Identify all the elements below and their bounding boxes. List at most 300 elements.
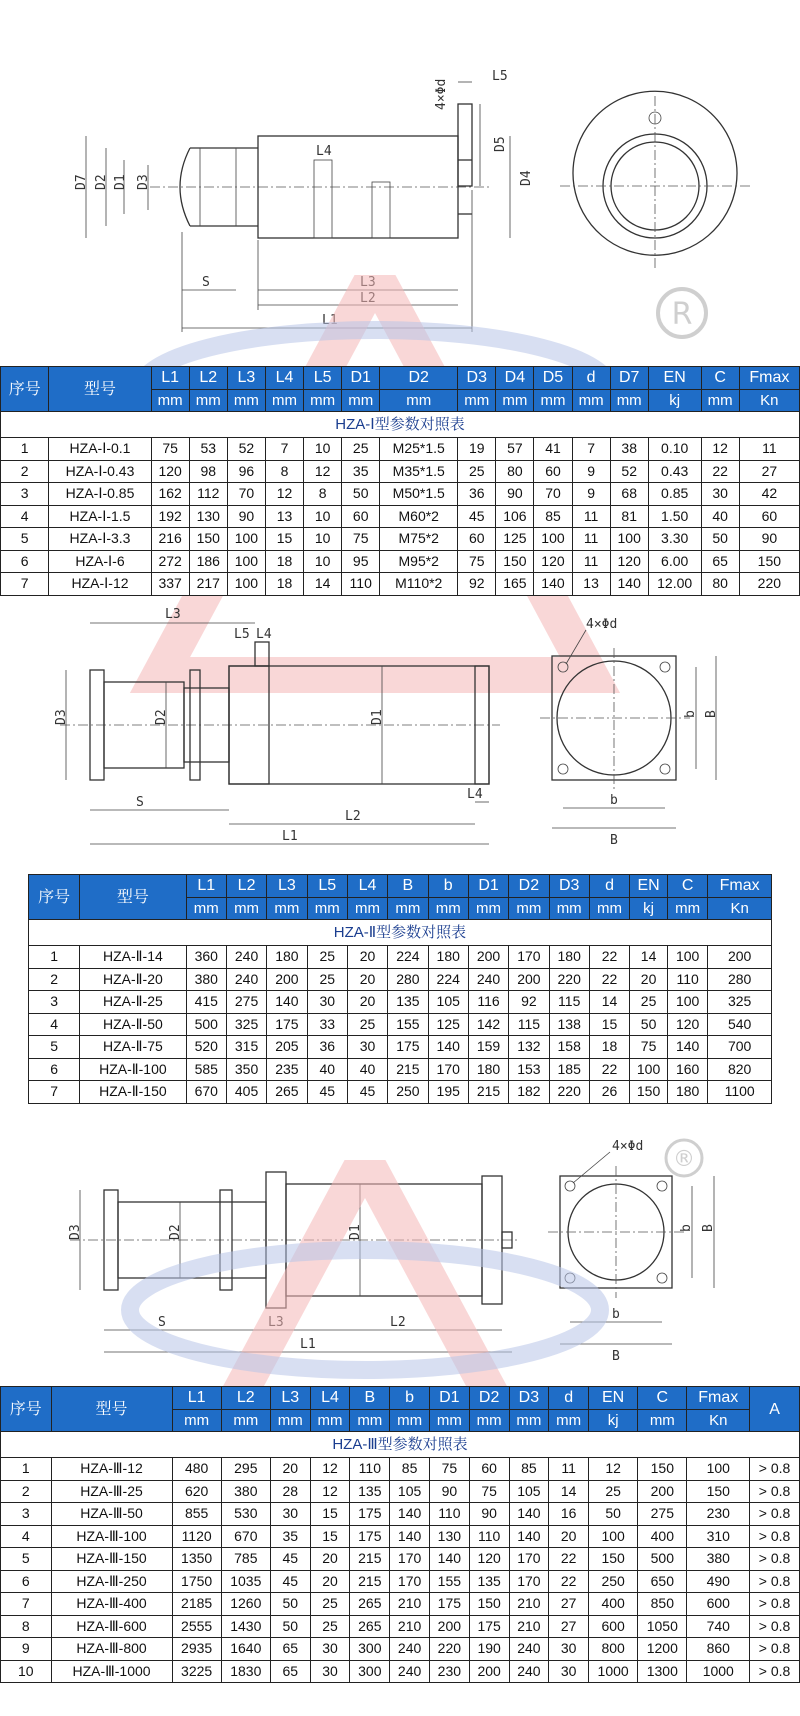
- table-cell: 20: [630, 968, 668, 991]
- table-cell: 12: [310, 1480, 350, 1503]
- table-row: [1, 573, 800, 596]
- table-cell: 158: [549, 1036, 589, 1059]
- table-cell: HZA-Ⅰ-1.5: [49, 505, 151, 528]
- column-header: D7: [610, 367, 648, 390]
- table-cell: 25: [630, 991, 668, 1014]
- table-cell: 3: [1, 483, 49, 506]
- table-cell: 170: [390, 1570, 430, 1593]
- table-cell: 1: [1, 438, 49, 461]
- table-cell: 240: [226, 946, 266, 969]
- column-unit: Kn: [739, 389, 799, 412]
- table-cell: 182: [509, 1081, 549, 1104]
- table-cell: 135: [350, 1480, 390, 1503]
- spec-table-hza-iii: [0, 1386, 800, 1683]
- table-cell: 7: [1, 573, 49, 596]
- column-header: L1: [186, 875, 226, 898]
- table-row: [1, 1458, 800, 1481]
- table-cell: 150: [739, 550, 799, 573]
- column-header: L4: [265, 367, 303, 390]
- table-cell: HZA-Ⅱ-20: [80, 968, 186, 991]
- table-cell: 65: [270, 1660, 310, 1683]
- dim-label: L3: [268, 1315, 284, 1330]
- table-cell: 110: [469, 1525, 509, 1548]
- table-cell: > 0.8: [750, 1593, 800, 1616]
- table-cell: 175: [267, 1013, 307, 1036]
- table-row: [1, 1525, 800, 1548]
- table-cell: 180: [428, 946, 468, 969]
- column-unit: mm: [226, 897, 266, 920]
- column-header: D2: [469, 1387, 509, 1410]
- dim-label: D2: [154, 709, 169, 725]
- table-cell: 240: [509, 1660, 549, 1683]
- table-cell: 10: [304, 550, 342, 573]
- table-cell: 16: [549, 1503, 589, 1526]
- table-cell: 740: [687, 1615, 750, 1638]
- table-cell: 65: [701, 550, 739, 573]
- column-header: D5: [534, 367, 572, 390]
- table-cell: 2: [1, 460, 49, 483]
- table-cell: > 0.8: [750, 1503, 800, 1526]
- dim-label: 4×Φd: [434, 78, 449, 110]
- dim-label: B: [704, 710, 719, 718]
- column-unit: mm: [189, 389, 227, 412]
- table-cell: 22: [701, 460, 739, 483]
- dim-label: D3: [54, 709, 69, 725]
- table-cell: 20: [549, 1525, 589, 1548]
- table-cell: 6.00: [648, 550, 701, 573]
- table-row: [1, 1570, 800, 1593]
- table-cell: 18: [589, 1036, 629, 1059]
- column-header: D2: [509, 875, 549, 898]
- spec-table-hza-i: [0, 366, 800, 596]
- dim-label: D3: [136, 174, 151, 190]
- table-cell: 60: [342, 505, 380, 528]
- table-cell: 5: [1, 528, 49, 551]
- column-header: 型号: [49, 367, 151, 412]
- table-cell: 360: [186, 946, 226, 969]
- table-row: [29, 946, 772, 969]
- table-cell: 500: [638, 1548, 687, 1571]
- table-cell: HZA-Ⅰ-6: [49, 550, 151, 573]
- table-cell: 200: [469, 1660, 509, 1683]
- table-cell: 415: [186, 991, 226, 1014]
- table-cell: 14: [589, 991, 629, 1014]
- table-cell: 50: [342, 483, 380, 506]
- table-cell: 210: [509, 1615, 549, 1638]
- column-header: C: [701, 367, 739, 390]
- table-cell: 140: [610, 573, 648, 596]
- table-cell: 50: [270, 1615, 310, 1638]
- table-cell: 380: [221, 1480, 270, 1503]
- table-cell: > 0.8: [750, 1615, 800, 1638]
- table-cell: 140: [509, 1503, 549, 1526]
- table-row: [1, 505, 800, 528]
- table-cell: 85: [509, 1458, 549, 1481]
- dim-label: D1: [113, 174, 128, 190]
- table-cell: 1640: [221, 1638, 270, 1661]
- table-cell: 215: [350, 1548, 390, 1571]
- table-cell: 15: [265, 528, 303, 551]
- table-cell: 53: [189, 438, 227, 461]
- table-cell: 1100: [708, 1081, 772, 1104]
- table-cell: 26: [589, 1081, 629, 1104]
- table-cell: 200: [468, 946, 508, 969]
- table-cell: 125: [496, 528, 534, 551]
- spec-table-hza-ii: [28, 874, 772, 1104]
- column-header: L5: [307, 875, 347, 898]
- table-title: HZA-Ⅰ型参数对照表: [1, 412, 800, 438]
- table-cell: 50: [701, 528, 739, 551]
- table-cell: 11: [572, 550, 610, 573]
- column-header: L4: [347, 875, 387, 898]
- table-cell: 15: [310, 1503, 350, 1526]
- table-cell: 100: [687, 1458, 750, 1481]
- table-cell: 175: [469, 1615, 509, 1638]
- table-cell: 230: [687, 1503, 750, 1526]
- table-cell: 192: [151, 505, 189, 528]
- column-unit: Kn: [708, 897, 772, 920]
- column-header: L1: [172, 1387, 221, 1410]
- table-cell: 220: [429, 1638, 469, 1661]
- table-cell: 90: [429, 1480, 469, 1503]
- table-cell: 200: [429, 1615, 469, 1638]
- table-cell: 20: [347, 991, 387, 1014]
- dim-label: 4×Φd: [586, 617, 618, 632]
- column-unit: mm: [265, 389, 303, 412]
- dim-label: L1: [282, 829, 298, 844]
- table-cell: 90: [469, 1503, 509, 1526]
- table-cell: HZA-Ⅰ-0.43: [49, 460, 151, 483]
- table-cell: 4: [1, 505, 49, 528]
- column-unit: mm: [310, 1409, 350, 1432]
- table-cell: 45: [270, 1548, 310, 1571]
- table-cell: 180: [667, 1081, 707, 1104]
- column-header: 序号: [1, 367, 49, 412]
- table-cell: 185: [549, 1058, 589, 1081]
- table-cell: 480: [172, 1458, 221, 1481]
- column-header: D2: [380, 367, 458, 390]
- column-header: Fmax: [687, 1387, 750, 1410]
- table-cell: 860: [687, 1638, 750, 1661]
- table-cell: 8: [1, 1615, 52, 1638]
- table-cell: 30: [310, 1660, 350, 1683]
- table-cell: M25*1.5: [380, 438, 458, 461]
- table-cell: 3: [29, 991, 80, 1014]
- column-unit: mm: [428, 897, 468, 920]
- table-cell: 10: [1, 1660, 52, 1683]
- table-cell: 250: [589, 1570, 638, 1593]
- table-cell: HZA-Ⅲ-600: [51, 1615, 172, 1638]
- table-cell: 620: [172, 1480, 221, 1503]
- table-cell: 10: [304, 438, 342, 461]
- table-cell: 855: [172, 1503, 221, 1526]
- table-cell: 200: [509, 968, 549, 991]
- table-cell: 15: [589, 1013, 629, 1036]
- column-unit: mm: [388, 897, 428, 920]
- table-cell: HZA-Ⅱ-50: [80, 1013, 186, 1036]
- table-cell: 400: [589, 1593, 638, 1616]
- table-cell: 22: [549, 1548, 589, 1571]
- table-cell: HZA-Ⅱ-150: [80, 1081, 186, 1104]
- column-unit: mm: [342, 389, 380, 412]
- table-cell: 52: [610, 460, 648, 483]
- table-cell: 650: [638, 1570, 687, 1593]
- table-cell: 3.30: [648, 528, 701, 551]
- table-cell: 337: [151, 573, 189, 596]
- table-cell: 6: [29, 1058, 80, 1081]
- table-cell: 130: [189, 505, 227, 528]
- table-cell: 180: [267, 946, 307, 969]
- table-cell: 112: [189, 483, 227, 506]
- drawing-hza-ii-svg: [0, 598, 800, 866]
- table-cell: 170: [509, 946, 549, 969]
- table-cell: 9: [572, 483, 610, 506]
- column-unit: kj: [589, 1409, 638, 1432]
- table-cell: 22: [589, 946, 629, 969]
- table-row: [1, 438, 800, 461]
- table-cell: 310: [687, 1525, 750, 1548]
- table-cell: 22: [549, 1570, 589, 1593]
- column-header: L2: [226, 875, 266, 898]
- dim-label: D4: [519, 170, 534, 186]
- table-cell: 380: [186, 968, 226, 991]
- drawing-hza-i-svg: [0, 0, 800, 365]
- column-unit: Kn: [687, 1409, 750, 1432]
- table-cell: 130: [429, 1525, 469, 1548]
- column-unit: mm: [186, 897, 226, 920]
- table-cell: 12: [701, 438, 739, 461]
- table-cell: 25: [347, 1013, 387, 1036]
- table-cell: 92: [458, 573, 496, 596]
- table-cell: 100: [610, 528, 648, 551]
- table-cell: 90: [496, 483, 534, 506]
- table-cell: HZA-Ⅰ-0.85: [49, 483, 151, 506]
- table-cell: 205: [267, 1036, 307, 1059]
- table-cell: 12: [589, 1458, 638, 1481]
- table-cell: 100: [667, 946, 707, 969]
- table-cell: 81: [610, 505, 648, 528]
- table-cell: 30: [549, 1660, 589, 1683]
- table-cell: 190: [469, 1638, 509, 1661]
- table-cell: 11: [572, 505, 610, 528]
- table-cell: > 0.8: [750, 1525, 800, 1548]
- table-cell: 140: [390, 1503, 430, 1526]
- column-header: C: [667, 875, 707, 898]
- table-cell: 110: [342, 573, 380, 596]
- table-cell: 5: [29, 1036, 80, 1059]
- column-unit: mm: [468, 897, 508, 920]
- table-cell: 0.43: [648, 460, 701, 483]
- table-cell: 700: [708, 1036, 772, 1059]
- dim-label: L4: [256, 627, 272, 642]
- table-cell: 20: [310, 1548, 350, 1571]
- column-header: 序号: [1, 1387, 52, 1432]
- table-cell: HZA-Ⅰ-12: [49, 573, 151, 596]
- table-cell: 60: [458, 528, 496, 551]
- dim-label: S: [158, 1315, 166, 1330]
- table-cell: 1430: [221, 1615, 270, 1638]
- table-cell: 115: [549, 991, 589, 1014]
- table-cell: M110*2: [380, 573, 458, 596]
- table-cell: 295: [221, 1458, 270, 1481]
- table-cell: 110: [350, 1458, 390, 1481]
- table-cell: 40: [347, 1058, 387, 1081]
- table-cell: 275: [226, 991, 266, 1014]
- registered-mark: ®: [673, 1147, 695, 1172]
- column-header: L4: [310, 1387, 350, 1410]
- table-cell: 9: [572, 460, 610, 483]
- table-cell: 60: [469, 1458, 509, 1481]
- table-cell: 70: [534, 483, 572, 506]
- table-cell: 1: [1, 1458, 52, 1481]
- table-cell: 265: [350, 1615, 390, 1638]
- dim-label: L5: [234, 627, 250, 642]
- table-cell: 585: [186, 1058, 226, 1081]
- table-cell: 140: [534, 573, 572, 596]
- table-cell: 90: [739, 528, 799, 551]
- table-cell: 400: [638, 1525, 687, 1548]
- column-header: D3: [549, 875, 589, 898]
- table-title: HZA-Ⅲ型参数对照表: [1, 1432, 800, 1458]
- table-cell: 210: [509, 1593, 549, 1616]
- table-cell: 27: [739, 460, 799, 483]
- column-unit: mm: [350, 1409, 390, 1432]
- table-cell: 20: [270, 1458, 310, 1481]
- table-cell: 240: [509, 1638, 549, 1661]
- column-unit: mm: [307, 897, 347, 920]
- table-cell: 100: [534, 528, 572, 551]
- table-cell: > 0.8: [750, 1480, 800, 1503]
- column-unit: mm: [509, 1409, 549, 1432]
- table-cell: 140: [429, 1548, 469, 1571]
- table-cell: 217: [189, 573, 227, 596]
- table-cell: 800: [589, 1638, 638, 1661]
- column-header: D3: [509, 1387, 549, 1410]
- table-cell: 30: [270, 1503, 310, 1526]
- table-cell: 140: [390, 1525, 430, 1548]
- table-cell: 1000: [687, 1660, 750, 1683]
- table-cell: 150: [496, 550, 534, 573]
- table-cell: 60: [534, 460, 572, 483]
- table-cell: 68: [610, 483, 648, 506]
- column-unit: mm: [347, 897, 387, 920]
- table-cell: M75*2: [380, 528, 458, 551]
- table-cell: 235: [267, 1058, 307, 1081]
- table-cell: 100: [667, 991, 707, 1014]
- table-cell: HZA-Ⅰ-3.3: [49, 528, 151, 551]
- table-cell: 20: [347, 946, 387, 969]
- table-cell: 18: [265, 550, 303, 573]
- table-cell: 120: [151, 460, 189, 483]
- table-cell: 80: [701, 573, 739, 596]
- dim-label: D3: [68, 1224, 83, 1240]
- column-unit: mm: [151, 389, 189, 412]
- table-cell: 850: [638, 1593, 687, 1616]
- table-row: [1, 528, 800, 551]
- table-cell: 230: [429, 1660, 469, 1683]
- table-row: [1, 1638, 800, 1661]
- table-cell: 25: [458, 460, 496, 483]
- table-cell: 0.85: [648, 483, 701, 506]
- table-cell: 45: [307, 1081, 347, 1104]
- table-cell: 11: [549, 1458, 589, 1481]
- table-cell: 12: [310, 1458, 350, 1481]
- table-cell: 4: [29, 1013, 80, 1036]
- column-unit: mm: [458, 389, 496, 412]
- table-row: [29, 968, 772, 991]
- column-header: D1: [468, 875, 508, 898]
- table-cell: 265: [267, 1081, 307, 1104]
- table-cell: 36: [307, 1036, 347, 1059]
- table-cell: 272: [151, 550, 189, 573]
- table-cell: 195: [428, 1081, 468, 1104]
- table-row: [1, 483, 800, 506]
- table-cell: 165: [496, 573, 534, 596]
- column-unit: mm: [509, 897, 549, 920]
- table-cell: 5: [1, 1548, 52, 1571]
- dim-label: L2: [390, 1315, 406, 1330]
- table-cell: 175: [388, 1036, 428, 1059]
- dim-label: D1: [348, 1224, 363, 1240]
- table-cell: 12.00: [648, 573, 701, 596]
- table-cell: 1750: [172, 1570, 221, 1593]
- table-cell: 1120: [172, 1525, 221, 1548]
- table-cell: 100: [227, 528, 265, 551]
- column-header: L1: [151, 367, 189, 390]
- table-cell: 600: [589, 1615, 638, 1638]
- table-cell: 215: [388, 1058, 428, 1081]
- table-cell: 1350: [172, 1548, 221, 1571]
- table-cell: 25: [307, 968, 347, 991]
- table-cell: 135: [388, 991, 428, 1014]
- table-cell: 57: [496, 438, 534, 461]
- table-cell: HZA-Ⅲ-100: [51, 1525, 172, 1548]
- table-cell: 275: [638, 1503, 687, 1526]
- table-cell: 215: [350, 1570, 390, 1593]
- table-cell: 95: [342, 550, 380, 573]
- table-cell: 35: [342, 460, 380, 483]
- table-cell: 785: [221, 1548, 270, 1571]
- column-unit: mm: [572, 389, 610, 412]
- table-cell: 52: [227, 438, 265, 461]
- table-cell: 25: [342, 438, 380, 461]
- dim-label: b: [683, 710, 698, 718]
- svg-text:R: R: [671, 297, 693, 332]
- table-cell: 2935: [172, 1638, 221, 1661]
- table-cell: > 0.8: [750, 1458, 800, 1481]
- table-cell: 1: [29, 946, 80, 969]
- table-cell: HZA-Ⅰ-0.1: [49, 438, 151, 461]
- table-cell: 150: [589, 1548, 638, 1571]
- table-cell: 140: [509, 1525, 549, 1548]
- table-cell: 216: [151, 528, 189, 551]
- column-unit: mm: [667, 897, 707, 920]
- table-cell: 8: [304, 483, 342, 506]
- column-unit: kj: [630, 897, 668, 920]
- dim-label: L4: [467, 787, 483, 802]
- table-cell: 240: [468, 968, 508, 991]
- table-cell: HZA-Ⅲ-1000: [51, 1660, 172, 1683]
- table-cell: 670: [186, 1081, 226, 1104]
- table-cell: 140: [267, 991, 307, 1014]
- table-cell: 6: [1, 550, 49, 573]
- column-unit: kj: [648, 389, 701, 412]
- table-cell: 19: [458, 438, 496, 461]
- column-unit: mm: [549, 1409, 589, 1432]
- table-cell: 50: [630, 1013, 668, 1036]
- table-cell: 7: [1, 1593, 52, 1616]
- column-header: 型号: [80, 875, 186, 920]
